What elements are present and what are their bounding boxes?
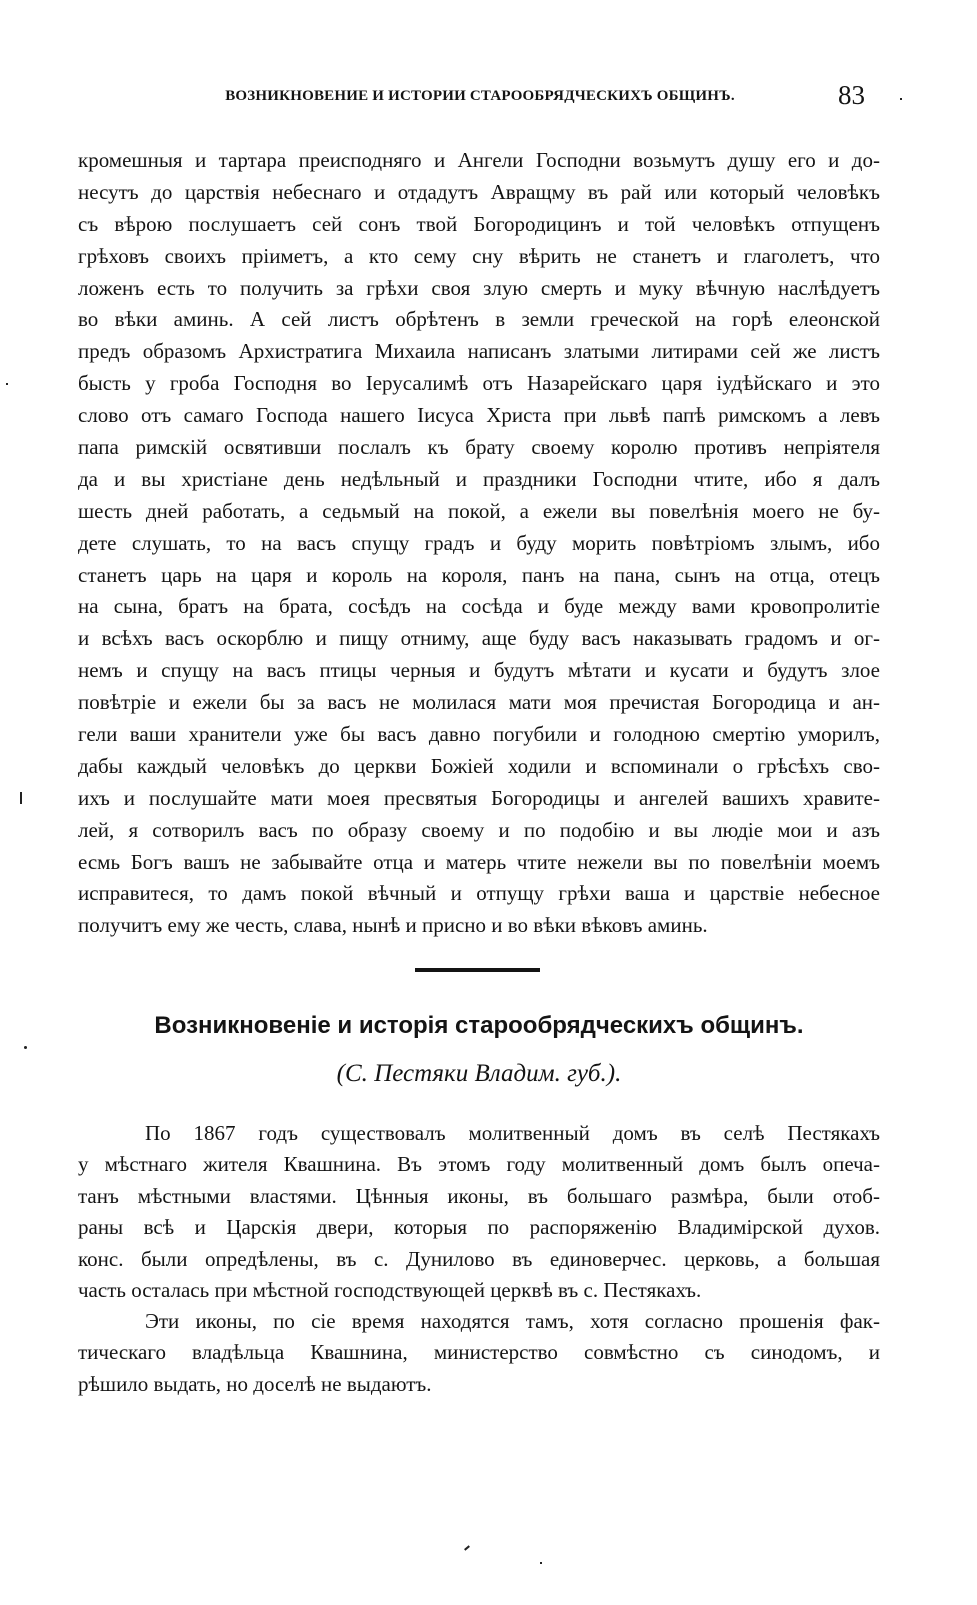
page-number: 83 [838, 80, 865, 110]
scan-speck [6, 383, 8, 385]
running-head: ВОЗНИКНОВЕНИЕ И ИСТОРИИ СТАРООБРЯДЧЕСКИХЪ ОБЩИНЪ. [225, 88, 735, 104]
text-line: тическаго владѣльца Квашнина, министерство совмѣстно съ синодомъ, и [78, 1340, 880, 1365]
body-text [78, 145, 880, 942]
section-title: Возникновеніе и исторія старообрядческихъ общинъ. [154, 1012, 804, 1039]
text-line: немъ и спущу на васъ птицы черныя и будутъ мѣтати и кусати и будутъ злое [78, 658, 880, 683]
scan-speck [464, 1545, 470, 1550]
text-line: предъ образомъ Архистратига Михаила написанъ златыми литирами сей же листъ [78, 339, 880, 364]
paragraph-1 [78, 1118, 880, 1306]
text-line: шесть дней работать, а седьмый на покой, а ежели вы повелѣнія моего не бу- [78, 498, 880, 523]
text-line: на сына, братъ на брата, сосѣдъ на сосѣда и буде между вами кровопролитіе [78, 594, 880, 619]
section-subtitle: (С. Пестяки Владим. губ.). [336, 1060, 622, 1087]
text-line: часть осталась при мѣстной господствующей церквѣ въ с. Пестякахъ. [78, 1277, 702, 1302]
scan-speck [20, 792, 22, 804]
text-line: гели ваши хранители уже бы васъ давно погубили и голодною смертію уморилъ, [78, 722, 880, 747]
paragraph-2 [78, 1306, 880, 1400]
text-line: кромешныя и тартара преисподняго и Ангели Господни возьмутъ душу его и до- [78, 148, 880, 172]
text-line: во вѣки аминь. А сей листъ обрѣтенъ в земли греческой на горѣ елеонской [78, 307, 880, 332]
text-line: есмь Богъ вашъ не забывайте отца и матерь чтите нежели вы по повелѣніи моемъ [78, 849, 880, 874]
text-line: повѣтріе и ежели бы за васъ не молилася мати моя пречистая Богородица и ан- [78, 690, 880, 715]
text-line: исправитеся, то дамъ покой вѣчный и отпущу грѣхи ваша и царствіе небесное [78, 881, 880, 906]
text-line: раны всѣ и Царскія двери, которыя по распоряженію Владимірской духов. [78, 1215, 880, 1240]
text-line: рѣшило выдать, но доселѣ не выдаютъ. [78, 1371, 432, 1396]
text-line: станетъ царь на царя и король на короля, панъ на пана, сынъ на отца, отецъ [78, 562, 880, 587]
section-divider [415, 968, 540, 972]
text-line: ихъ и послушайте мати моея пресвятыя Богородицы и ангелей вашихъ хравите- [78, 785, 880, 810]
text-line: По 1867 годъ существовалъ молитвенный домъ въ селѣ Пестякахъ [145, 1121, 880, 1145]
text-line: бысть у гроба Господня во Iерусалимѣ отъ Назарейскаго царя іудѣйскаго и это [78, 371, 880, 396]
scan-speck [900, 98, 902, 100]
text-line: да и вы христіане день недѣльный и праздники Господни чтите, ибо я далъ [78, 466, 880, 491]
text-line: у мѣстнаго жителя Квашнина. Въ этомъ году молитвенный домъ былъ опеча- [78, 1152, 880, 1177]
text-line: ложенъ есть то получить за грѣхи своя злую смерть и муку вѣчную наслѣдуетъ [78, 275, 880, 300]
text-line: Эти иконы, по сіе время находятся тамъ, хотя согласно прошенія фак- [145, 1309, 880, 1333]
scan-speck [24, 1046, 27, 1049]
text-line: грѣховъ своихъ пріиметъ, а кто сему сну вѣрить не станетъ и глаголетъ, что [78, 243, 880, 268]
text-line: лей, я сотворилъ васъ по образу своему и по подобію и вы людіе мои и азъ [78, 817, 880, 842]
text-line: танъ мѣстными властями. Цѣнныя иконы, въ большаго размѣра, были отоб- [78, 1183, 880, 1208]
text-line: съ вѣрою послушаетъ сей сонъ твой Богородицинъ и той человѣкъ отпущенъ [78, 211, 880, 236]
text-line: конс. были опредѣлены, въ с. Дунилово въ единоверчес. церковь, а большая [78, 1246, 880, 1271]
text-line: папа римскій освятивши послалъ къ брату своему королю противъ непріятеля [78, 435, 880, 460]
text-line: несутъ до царствія небеснаго и отдадутъ Авращму въ рай или который человѣкъ [78, 179, 880, 204]
text-line: и всѣхъ васъ оскорблю и пищу отниму, аще буду васъ наказывать градомъ и ог- [78, 626, 880, 651]
text-line: дете слушать, то на васъ спущу градъ и буду морить повѣтріомъ злымъ, ибо [78, 530, 880, 555]
scan-speck [540, 1562, 542, 1564]
text-line: дабы каждый человѣкъ до церкви Божіей ходили и вспоминали о грѣсѣхъ сво- [78, 753, 880, 778]
text-line: слово отъ самаго Господа нашего Iисуса Христа при львѣ папѣ римскомъ а левъ [78, 403, 880, 428]
text-line: получитъ ему же честь, слава, нынѣ и присно и во вѣки вѣковъ аминь. [78, 913, 708, 938]
